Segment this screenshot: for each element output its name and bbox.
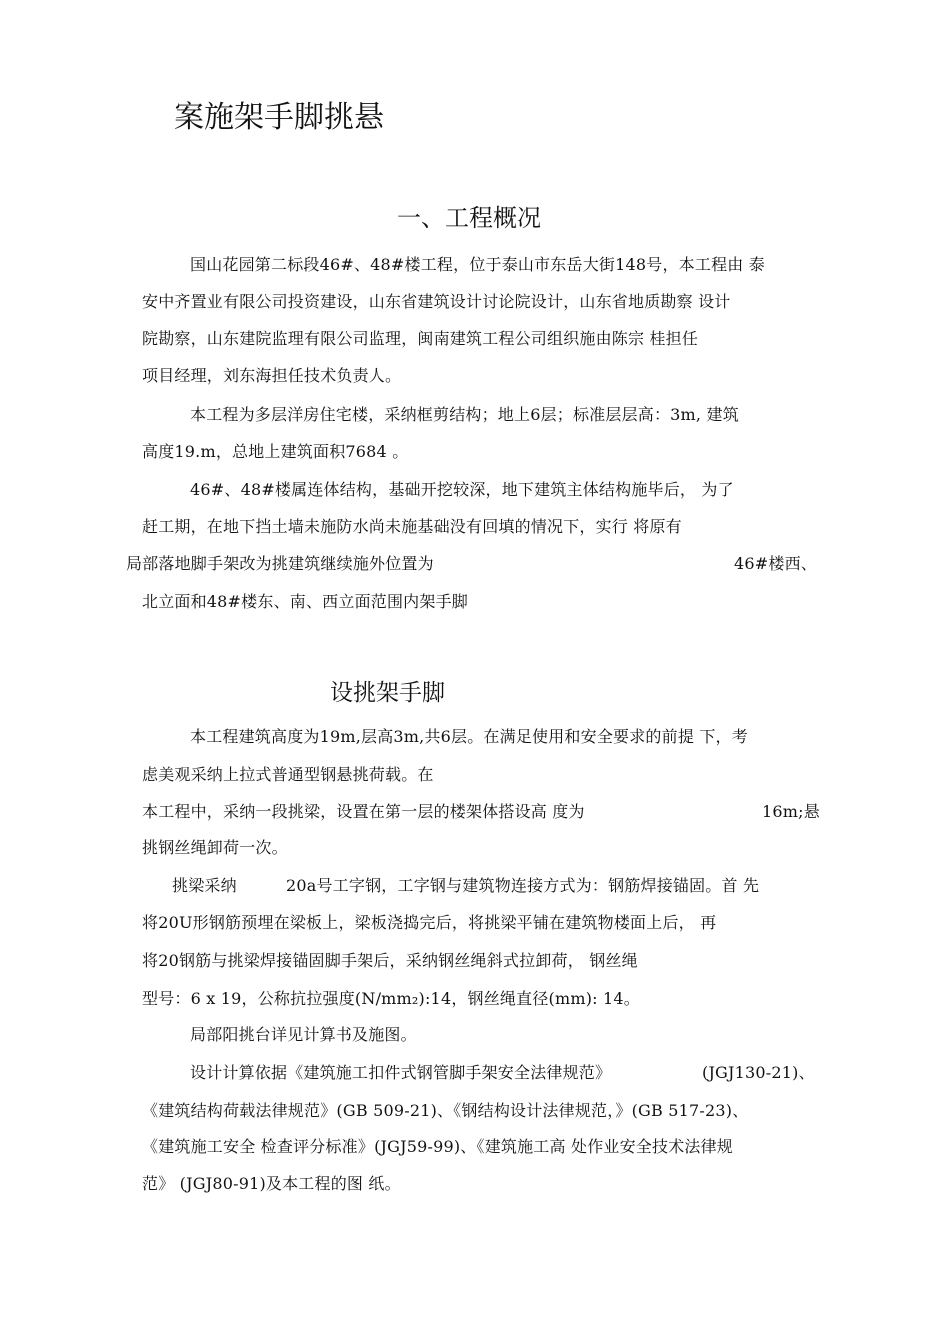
paragraph-line: 20a号工字钢，工字钢与建筑物连接方式为：钢筋焊接锚固。首 先 bbox=[286, 876, 760, 895]
document-title: 案施架手脚挑悬 bbox=[174, 100, 384, 135]
section2-heading: 设挑架手脚 bbox=[330, 680, 445, 706]
paragraph-line-right: 16m;悬 bbox=[762, 802, 820, 821]
paragraph-line-right: (JGJ130-21)、 bbox=[702, 1063, 815, 1082]
paragraph-line-right: 46#楼西、 bbox=[734, 554, 817, 573]
paragraph-line: 46#、48#楼属连体结构，基础开挖较深，地下建筑主体结构施毕后， 为了 bbox=[190, 480, 734, 499]
paragraph-line: 本工程建筑高度为19m,层高3m,共6层。在满足使用和安全要求的前提 下，考 bbox=[190, 727, 748, 746]
paragraph-line: 院勘察，山东建院监理有限公司监理，闽南建筑工程公司组织施由陈宗 桂担任 bbox=[142, 329, 699, 348]
paragraph-line: 局部阳挑台详见计算书及施图。 bbox=[190, 1025, 417, 1044]
paragraph-line: 安中齐置业有限公司投资建设，山东省建筑设计讨论院设计，山东省地质勘察 设计 bbox=[142, 292, 731, 311]
paragraph-line: 局部落地脚手架改为挑建筑继续施外位置为 bbox=[126, 554, 434, 573]
section1-heading: 一、工程概况 bbox=[397, 204, 541, 232]
paragraph-line: 赶工期，在地下挡土墙未施防水尚未施基础没有回填的情况下，实行 将原有 bbox=[142, 517, 682, 536]
paragraph-line: 虑美观采纳上拉式普通型钢悬挑荷载。在 bbox=[142, 765, 434, 784]
paragraph-line: 型号：6 x 19，公称抗拉强度(N/mm₂):14，钢丝绳直径(mm): 14。 bbox=[142, 989, 640, 1008]
paragraph-line: 高度19.m，总地上建筑面积7684 。 bbox=[142, 442, 409, 461]
paragraph-line: 将20钢筋与挑梁焊接锚固脚手架后，采纳钢丝绳斜式拉卸荷， 钢丝绳 bbox=[142, 951, 638, 970]
paragraph-line: 北立面和48#楼东、南、西立面范围内架手脚 bbox=[142, 592, 468, 611]
paragraph-line: 本工程为多层洋房住宅楼，采纳框剪结构；地上6层；标准层层高：3m, 建筑 bbox=[190, 405, 739, 424]
paragraph-line: 《建筑施工安全 检查评分标准》(JGJ59-99)、《建筑施工高 处作业安全技术法律规 bbox=[142, 1137, 733, 1156]
paragraph-line: 挑梁采纳 bbox=[172, 876, 237, 895]
paragraph-line: 《建筑结构荷载法律规范》(GB 509-21)、《钢结构设计法律规范，》(GB 517-23)、 bbox=[142, 1101, 749, 1120]
paragraph-line: 国山花园第二标段46#、48#楼工程，位于泰山市东岳大街148号，本工程由 泰 bbox=[190, 255, 765, 274]
paragraph-line: 项目经理，刘东海担任技术负责人。 bbox=[142, 366, 402, 385]
paragraph-line: 设计计算依据《建筑施工扣件式钢管脚手架安全法律规范》 bbox=[190, 1063, 612, 1082]
paragraph-line: 本工程中，采纳一段挑梁，设置在第一层的楼架体搭设高 度为 bbox=[142, 802, 585, 821]
paragraph-line: 挑钢丝绳卸荷一次。 bbox=[142, 838, 288, 857]
paragraph-line: 范》 (JGJ80-91)及本工程的图 纸。 bbox=[142, 1174, 401, 1193]
paragraph-line: 将20U形钢筋预埋在梁板上，梁板浇捣完后，将挑梁平铺在建筑物楼面上后， 再 bbox=[142, 913, 717, 932]
